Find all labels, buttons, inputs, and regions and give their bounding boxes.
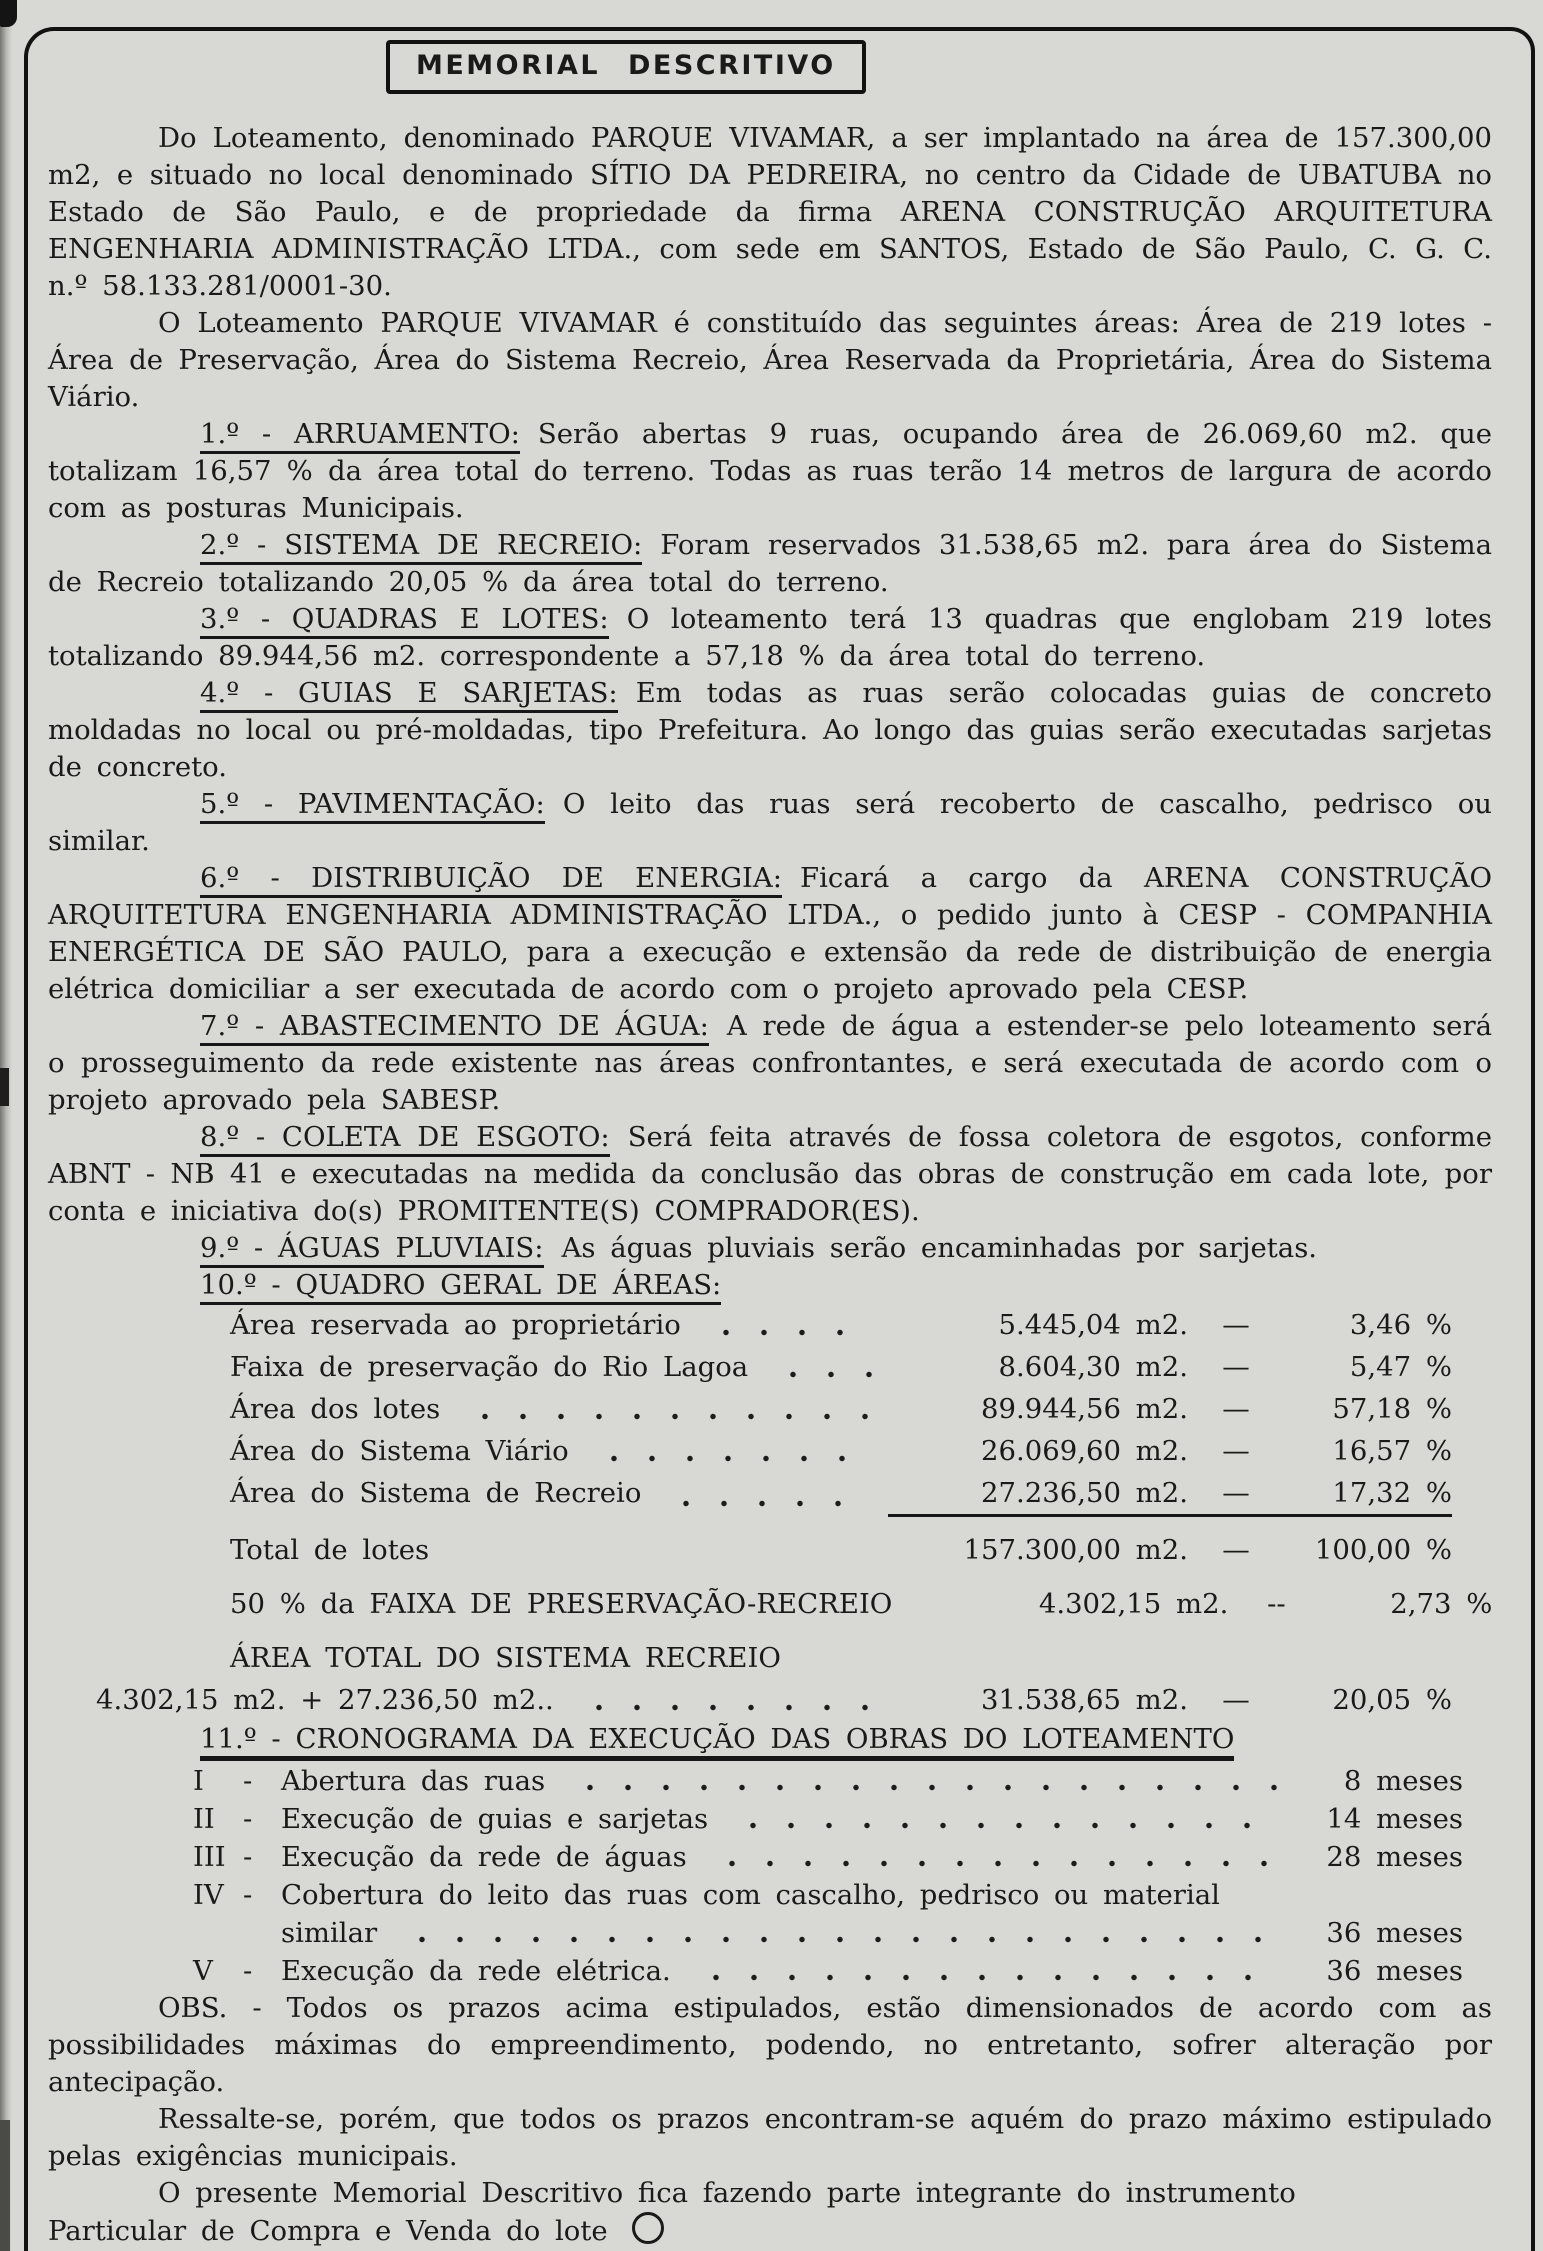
dash-separator: — [1222, 1351, 1250, 1383]
recreio-percent: 20,05 % [1332, 1684, 1452, 1716]
item-label: Abertura das ruas [281, 1765, 546, 1797]
table-row [230, 1304, 1452, 1346]
section-5-pavimentacao [48, 786, 1492, 860]
total-label: Total de lotes [230, 1534, 430, 1566]
section-5-heading: 5.º - PAVIMENTAÇÃO: [200, 788, 545, 824]
section-6-distribuicao-de-energia [48, 860, 1492, 1008]
item-label2: similar [281, 1917, 378, 1949]
ressalte-paragraph: Ressalte-se, porém, que todos os prazos encontram-se aquém do prazo máximo estipulado pelas exigências municipais. [48, 2103, 1492, 2172]
area-label: Área reservada ao proprietário [230, 1309, 681, 1341]
cut-off-text: Particular de Compra e Venda do lote [48, 2215, 608, 2247]
scan-left-edge-shadow [0, 0, 12, 2251]
list-item [193, 1876, 1463, 1914]
document-content [48, 34, 1492, 2250]
cut-off-line [48, 2212, 1492, 2250]
recreio-formula: 4.302,15 m2. + 27.236,50 m2.. [96, 1684, 554, 1716]
section-8-coleta-de-esgoto [48, 1119, 1492, 1230]
area-value: 89.944,56 m2. [980, 1393, 1188, 1425]
item-label: Execução de guias e sarjetas [281, 1803, 709, 1835]
section-3-heading: 3.º - QUADRAS E LOTES: [200, 603, 609, 639]
section-11-cronograma [48, 1721, 1492, 1758]
item-duration: 28 meses [1326, 1841, 1463, 1873]
section-4-guias-e-sarjetas [48, 675, 1492, 786]
intro-paragraph-2: O Loteamento PARQUE VIVAMAR é constituído das seguintes áreas: Área de 219 lotes - Área de Preservação, Área do Sistema Recreio, Área Reservada da Proprietária, Área do Sistema Viário. [48, 307, 1492, 413]
area-value: 5.445,04 m2. [998, 1309, 1188, 1341]
item-numeral: V [193, 1955, 213, 1987]
area-value: 27.236,50 m2. [888, 1472, 1188, 1517]
area-label: Área dos lotes [230, 1393, 441, 1425]
dash-separator: — [1222, 1435, 1250, 1467]
faixa-label: 50 % da FAIXA DE PRESERVAÇÃO-RECREIO [230, 1588, 893, 1620]
table-row [230, 1430, 1452, 1472]
dash-separator: — [1222, 1309, 1250, 1341]
faixa-value: 4.302,15 m2. [1038, 1588, 1229, 1620]
section-1-heading: 1.º - ARRUAMENTO: [200, 418, 520, 454]
item-duration: 36 meses [1326, 1955, 1463, 1987]
table-row [230, 1388, 1452, 1430]
section-10-heading: 10.º - QUADRO GERAL DE ÁREAS: [200, 1269, 721, 1305]
section-4-text: Em todas as ruas serão colocadas guias de concreto moldadas no local ou pré-moldadas, tipo Prefeitura. Ao longo das guias serão executadas sarjetas de concreto. [48, 677, 1492, 783]
total-row [230, 1529, 1452, 1571]
section-9-aguas-pluviais [48, 1230, 1492, 1267]
final-paragraph: O presente Memorial Descritivo fica fazendo parte integrante do instrumento [158, 2177, 1296, 2209]
list-item [193, 1838, 1463, 1876]
section-2-heading: 2.º - SISTEMA DE RECREIO: [200, 529, 642, 565]
list-item [193, 1800, 1463, 1838]
section-3-quadras-e-lotes [48, 601, 1492, 675]
area-percent: 57,18 % [1332, 1393, 1452, 1425]
section-4-heading: 4.º - GUIAS E SARJETAS: [200, 677, 618, 713]
total-value: 157.300,00 m2. [963, 1534, 1188, 1566]
scan-bottom-edge-artifact [0, 2120, 10, 2251]
table-row [230, 1472, 1452, 1517]
dash-separator: -- [1267, 1588, 1286, 1620]
document-title: MEMORIAL DESCRITIVO [386, 40, 866, 94]
table-row [230, 1346, 1452, 1388]
item-numeral: II [193, 1803, 215, 1835]
item-dash: - [243, 1765, 253, 1797]
item-numeral: III [193, 1841, 226, 1873]
section-3-text: O loteamento terá 13 quadras que englobam 219 lotes totalizando 89.944,56 m2. correspondente a 57,18 % da área total do terreno. [48, 603, 1492, 672]
section-8-text: Será feita através de fossa coletora de esgotos, conforme ABNT - NB 41 e executadas na medida da conclusão das obras de construção em cada lote, por conta e iniciativa do(s) PROMITENTE(S) COMPRADOR(ES). [48, 1121, 1492, 1227]
area-total-recreio-row [96, 1679, 1452, 1721]
total-percent: 100,00 % [1314, 1534, 1452, 1566]
item-dash: - [243, 1803, 253, 1835]
section-7-text: A rede de água a estender-se pelo loteamento será o prosseguimento da rede existente nas áreas confrontantes, e será executada de acordo com o projeto aprovado pela SABESP. [48, 1010, 1492, 1116]
item-duration: 14 meses [1326, 1803, 1463, 1835]
area-percent: 17,32 % [1284, 1472, 1452, 1517]
scan-edge-artifact [0, 1068, 9, 1106]
dot-leader [701, 1328, 872, 1337]
item-dash: - [243, 1879, 253, 1911]
list-item-continuation [193, 1914, 1463, 1952]
item-label: Execução da rede elétrica. [281, 1955, 671, 1987]
section-5-text: O leito das ruas será recoberto de cascalho, pedrisco ou similar. [48, 788, 1492, 857]
item-dash: - [243, 1955, 253, 1987]
section-2-text: Foram reservados 31.538,65 m2. para área do Sistema de Recreio totalizando 20,05 % da área total do terreno. [48, 529, 1492, 598]
stamp-circle-mark [632, 2212, 664, 2244]
area-value: 26.069,60 m2. [980, 1435, 1188, 1467]
area-value: 8.604,30 m2. [998, 1351, 1188, 1383]
area-percent: 16,57 % [1332, 1435, 1452, 1467]
section-7-abastecimento-de-agua [48, 1008, 1492, 1119]
list-item [193, 1762, 1463, 1800]
section-7-heading: 7.º - ABASTECIMENTO DE ÁGUA: [200, 1010, 709, 1046]
dash-separator: — [1222, 1393, 1250, 1425]
dash-separator: — [1188, 1472, 1284, 1517]
area-label: Área do Sistema de Recreio [230, 1477, 642, 1509]
recreio-value: 31.538,65 m2. [980, 1684, 1188, 1716]
dot-leader [768, 1370, 872, 1379]
item-duration: 8 meses [1343, 1765, 1463, 1797]
dot-leader [691, 1973, 1277, 1982]
intro-paragraph-1: Do Loteamento, denominado PARQUE VIVAMAR, a ser implantado na área de 157.300,00 m2, e situado no local denominado SÍTIO DA PEDREIRA, no centro da Cidade de UBATUBA no Estado de São Paulo, e de propriedade da firma ARENA CONSTRUÇÃO ARQUITETURA ENGENHARIA ADMINISTRAÇÃO LTDA., com sede em SANTOS, Estado de São Paulo, C. G. C. n.º 58.133.281/0001-30. [48, 122, 1492, 302]
faixa-preservacao-row [230, 1583, 1493, 1625]
dot-leader [397, 1935, 1277, 1944]
section-2-sistema-de-recreio [48, 527, 1492, 601]
section-9-heading: 9.º - ÁGUAS PLUVIAIS: [200, 1232, 544, 1268]
section-1-arruamento [48, 416, 1492, 527]
cronograma-list [193, 1762, 1463, 1990]
dot-leader [565, 1783, 1277, 1792]
item-duration: 36 meses [1326, 1917, 1463, 1949]
section-6-text: Ficará a cargo da ARENA CONSTRUÇÃO ARQUITETURA ENGENHARIA ADMINISTRAÇÃO LTDA., o pedido junto à CESP - COMPANHIA ENERGÉTICA DE SÃO PAULO, para a execução e extensão da rede de distribuição de energia elétrica domiciliar a ser executada de acordo com o projeto aprovado pela CESP. [48, 862, 1493, 1005]
section-10-quadro-geral [48, 1267, 1492, 1304]
dot-leader [661, 1499, 872, 1508]
spacer [449, 1553, 872, 1562]
dash-separator: — [1222, 1684, 1250, 1716]
section-1-text: Serão abertas 9 ruas, ocupando área de 26.069,60 m2. que totalizam 16,57 % da área total do terreno. Todas as ruas terão 14 metros de largura de acordo com as posturas Municipais. [48, 418, 1492, 524]
obs-paragraph: OBS. - Todos os prazos acima estipulados, estão dimensionados de acordo com as possibilidades máximas do empreendimento, podendo, no entretanto, sofrer alteração por antecipação. [48, 1992, 1492, 2098]
area-total-recreio-label: ÁREA TOTAL DO SISTEMA RECREIO [230, 1642, 781, 1674]
item-label: Cobertura do leito das ruas com cascalho, pedrisco ou material [281, 1879, 1220, 1911]
item-numeral: I [193, 1765, 204, 1797]
area-label: Faixa de preservação do Rio Lagoa [230, 1351, 749, 1383]
area-label: Área do Sistema Viário [230, 1435, 569, 1467]
list-item [193, 1952, 1463, 1990]
area-percent: 5,47 % [1349, 1351, 1452, 1383]
dot-leader [574, 1703, 872, 1712]
section-6-heading: 6.º - DISTRIBUIÇÃO DE ENERGIA: [200, 862, 782, 898]
dot-leader [589, 1454, 872, 1463]
dot-leader [728, 1821, 1277, 1830]
scan-corner-artifact [0, 0, 17, 27]
areas-table [96, 1304, 1493, 1721]
dot-leader [460, 1412, 872, 1421]
item-numeral: IV [193, 1879, 224, 1911]
item-dash: - [243, 1841, 253, 1873]
dot-leader [707, 1859, 1277, 1868]
section-8-heading: 8.º - COLETA DE ESGOTO: [200, 1121, 610, 1157]
faixa-percent: 2,73 % [1390, 1588, 1493, 1620]
section-11-heading: 11.º - CRONOGRAMA DA EXECUÇÃO DAS OBRAS DO LOTEAMENTO [200, 1723, 1234, 1761]
area-percent: 3,46 % [1349, 1309, 1452, 1341]
item-label: Execução da rede de águas [281, 1841, 687, 1873]
section-9-text: As águas pluviais serão encaminhadas por sarjetas. [561, 1232, 1318, 1264]
dash-separator: — [1222, 1534, 1250, 1566]
